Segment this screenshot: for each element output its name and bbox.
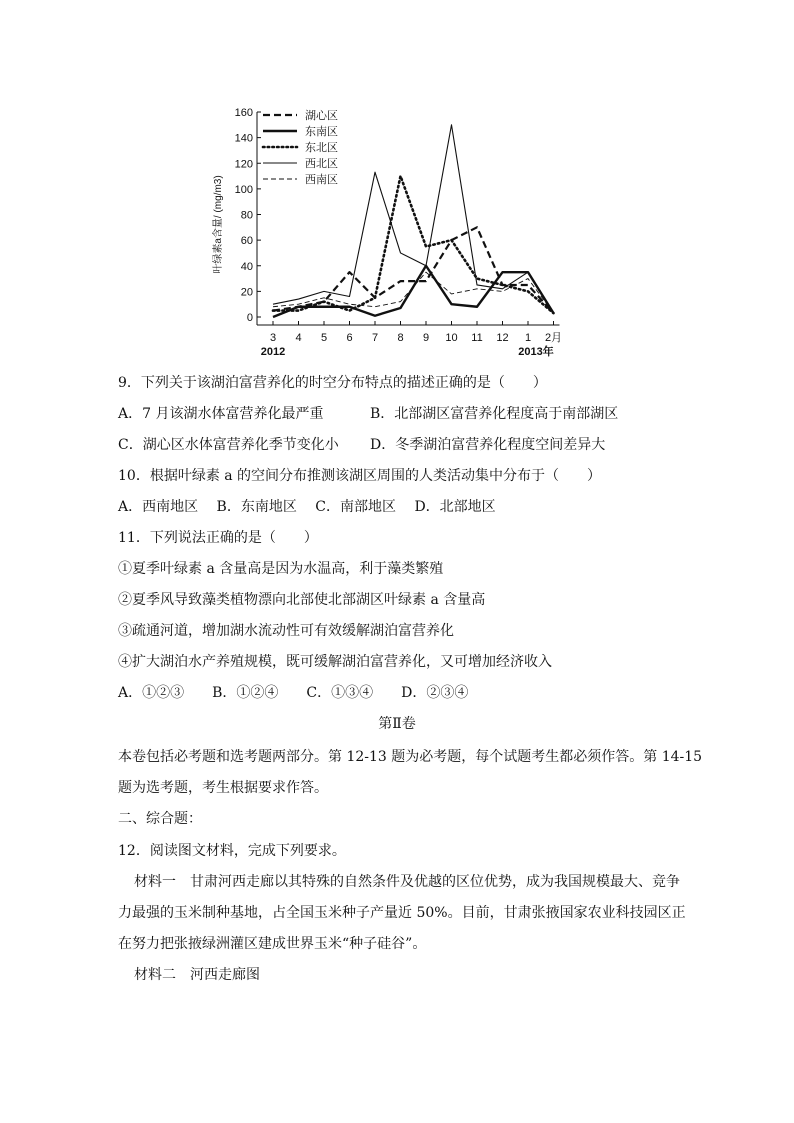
x-tick-label: 2月: [544, 332, 563, 344]
y-tick-label: 40: [240, 260, 253, 273]
y-tick-label: 0: [246, 312, 253, 324]
x-tick-label: 9: [422, 332, 430, 344]
q10-options: A．西南地区 B．东南地区 C．南部地区 D．北部地区: [118, 499, 496, 515]
x-tick-label: 6: [346, 332, 353, 344]
part2-title: 第Ⅱ卷: [378, 716, 416, 732]
legend-label-4: 西北区: [305, 158, 338, 170]
legend-label-2: 东南区: [305, 126, 338, 138]
q9-option-b: B．北部湖区富营养化程度高于南部湖区: [370, 406, 619, 422]
y-tick-label: 100: [234, 183, 253, 196]
q11-stem: 11．下列说法正确的是（ ）: [118, 530, 318, 546]
year-label-2012: 2012: [260, 346, 286, 358]
legend-label-3: 东北区: [305, 142, 338, 154]
x-tick-label: 8: [397, 332, 404, 344]
section-heading: 二、综合题：: [118, 811, 202, 827]
q11-statement-4: ④扩大湖泊水产养殖规模，既可缓解湖泊富营养化，又可增加经济收入: [118, 654, 552, 670]
y-tick-label: 80: [240, 209, 253, 222]
y-axis-label: 叶绿素a含量/ (mg/m3): [213, 175, 224, 274]
legend-label-5: 西南区: [305, 174, 338, 186]
q11-statement-2: ②夏季风导致藻类植物漂向北部使北部湖区叶绿素 a 含量高: [118, 592, 486, 608]
y-tick-label: 160: [234, 107, 253, 119]
q12-stem: 12．阅读图文材料，完成下列要求。: [118, 843, 346, 859]
x-tick-label: 1: [524, 332, 532, 344]
x-tick-label: 11: [471, 332, 483, 344]
material1-line1: 材料一 甘肃河西走廊以其特殊的自然条件及优越的区位优势，成为我国规模最大、竞争: [134, 874, 680, 890]
series-line-2: [273, 266, 554, 317]
q11-statement-3: ③疏通河道，增加湖水流动性可有效缓解湖泊富营养化: [118, 623, 454, 639]
y-tick-label: 140: [234, 132, 253, 145]
q10-stem: 10．根据叶绿素 a 的空间分布推测该湖区周围的人类活动集中分布于（ ）: [118, 468, 602, 484]
q9-option-d: D．冬季湖泊富营养化程度空间差异大: [370, 437, 606, 453]
chlorophyll-line-chart: [205, 100, 580, 362]
q11-options: A．①②③ B．①②④ C．①③④ D．②③④: [118, 685, 469, 701]
x-tick-label: 10: [445, 332, 458, 344]
material1-line2: 力最强的玉米制种基地，占全国玉米种子产量近 50%。目前，甘肃张掖国家农业科技园区正: [118, 905, 686, 921]
x-tick-label: 5: [320, 332, 328, 344]
chart-svg: [205, 100, 580, 362]
part2-intro-line2: 题为选考题，考生根据要求作答。: [118, 780, 328, 796]
part2-intro-line1: 本卷包括必考题和选考题两部分。第 12-13 题为必考题，每个试题考生都必须作答。第 14-15: [118, 749, 703, 765]
legend-label-1: 湖心区: [305, 110, 338, 122]
material1-line3: 在努力把张掖绿洲灌区建成世界玉米“种子硅谷”。: [118, 936, 427, 952]
material2-caption: 材料二 河西走廊图: [134, 967, 260, 983]
year-label-2013: 2013年: [518, 346, 554, 358]
y-tick-label: 60: [240, 235, 253, 248]
q9-stem: 9．下列关于该湖泊富营养化的时空分布特点的描述正确的是（ ）: [118, 375, 547, 391]
y-tick-label: 120: [234, 158, 253, 171]
q9-option-c: C．湖心区水体富营养化季节变化小: [118, 437, 339, 453]
x-tick-label: 3: [269, 332, 277, 344]
x-tick-label: 7: [371, 332, 379, 344]
series-line-3: [273, 176, 554, 313]
x-tick-label: 4: [295, 332, 302, 344]
x-tick-label: 12: [496, 332, 509, 344]
y-tick-label: 20: [240, 286, 253, 299]
q9-option-a: A．7 月该湖水体富营养化最严重: [118, 406, 324, 422]
q11-statement-1: ①夏季叶绿素 a 含量高是因为水温高，利于藻类繁殖: [118, 561, 444, 577]
